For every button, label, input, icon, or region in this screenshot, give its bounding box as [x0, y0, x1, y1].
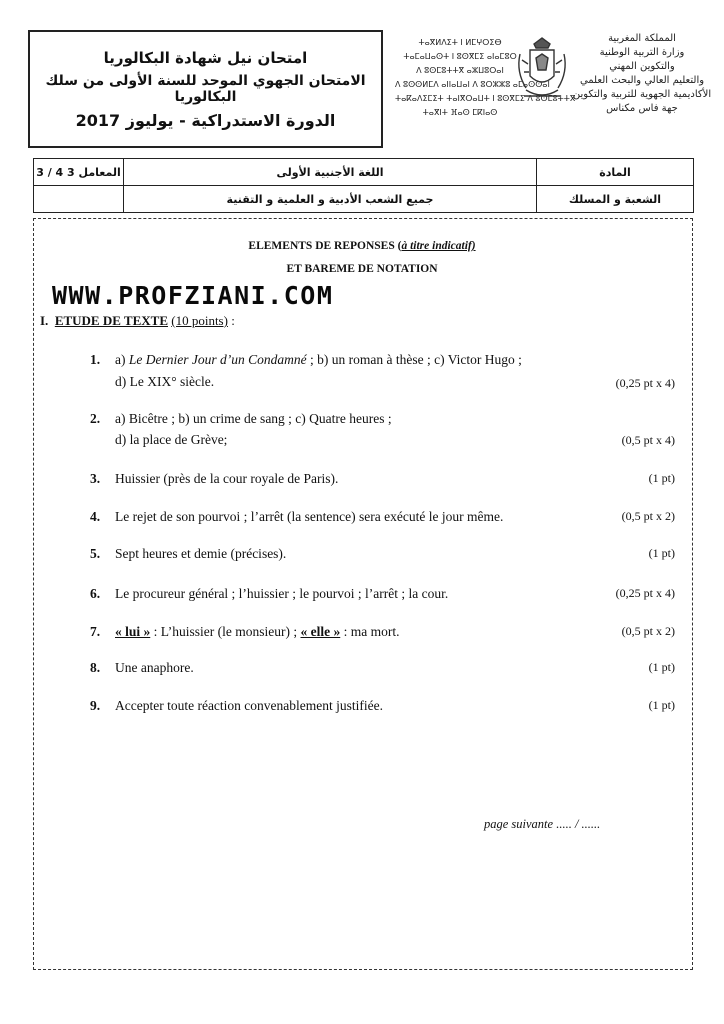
- answer-part: : L’huissier (le monsieur) ;: [150, 624, 301, 639]
- question-number: 1.: [90, 352, 101, 367]
- title-indicative: à titre indicatif): [401, 240, 476, 252]
- next-page-indicator: page suivante ..... / ......: [484, 817, 601, 831]
- ministry-tifinagh: [395, 36, 576, 120]
- question-text: [115, 352, 522, 368]
- ministry-line: والتكوين المهني: [609, 61, 675, 72]
- subject-label: المادة: [537, 159, 694, 186]
- tifinagh-line: ⴷ ⵓⵙⵎⵓⵜⵜⴳ ⴰⵣⵡⵓⵔⴰⵏ: [416, 66, 504, 75]
- question-text: Sept heures et demie (précises).: [115, 546, 287, 561]
- question-number: 9.: [90, 698, 101, 713]
- exam-title-line2: الامتحان الجهوي الموحد للسنة الأولى من سلك البكالوريا: [45, 72, 366, 105]
- stream-value: جميع الشعب الأدبية و العلمية و التقنية: [124, 186, 537, 213]
- tifinagh-line: ⵜⴰⴽⴰⴷⵉⵎⵉⵜ ⵜⴰⵏⴳⵔⴰⵡⵜ ⵏ ⵓⵙⴳⵎⵉ ⴷ ⵓⵙⵎⵓⵜⵜⴳ: [395, 94, 576, 103]
- question-number: 8.: [90, 660, 101, 675]
- lui-term: « lui »: [115, 624, 151, 639]
- title-text: ELEMENTS DE REPONSES (: [248, 240, 402, 252]
- empty-cell: [34, 186, 124, 213]
- question-number: 4.: [90, 509, 101, 524]
- document-subtitle: ET BAREME DE NOTATION: [286, 263, 438, 275]
- coefficient-cell: [34, 159, 124, 186]
- question-number: 3.: [90, 471, 101, 486]
- question-points: (0,5 pt x 2): [621, 509, 675, 523]
- tifinagh-line: ⵜⴰⴳⵍⴷⵉⵜ ⵏ ⵍⵎⵖⵔⵉⴱ: [418, 38, 502, 47]
- question-text-line2: d) la place de Grève;: [115, 432, 228, 447]
- book-title: Le Dernier Jour d’un Condamné: [128, 352, 307, 367]
- answer-part: : ma mort.: [340, 624, 400, 639]
- question-number: 5.: [90, 546, 101, 561]
- section-heading: [40, 313, 235, 329]
- document-title: [0, 240, 724, 252]
- question-text: Le procureur général ; l’huissier ; le pourvoi ; l’arrêt ; la cour.: [115, 586, 449, 601]
- royal-emblem-icon: [512, 36, 572, 108]
- tifinagh-line: ⵜⴰⴳⵏⵜ ⴼⴰⵙ ⵎⴽⵏⴰⵙ: [422, 108, 498, 117]
- subject-value: اللغة الأجنبية الأولى: [124, 159, 537, 186]
- question-item: [90, 352, 675, 392]
- ministry-line: المملكة المغربية: [608, 33, 676, 44]
- website-watermark: WWW.PROFZIANI.COM: [52, 281, 334, 310]
- question-number: 7.: [90, 624, 101, 639]
- question-text: Huissier (près de la cour royale de Paris).: [115, 471, 339, 486]
- exam-title-line1: امتحان نيل شهادة البكالوريا: [103, 48, 308, 67]
- answer-part: ; b) un roman à thèse ; c) Victor Hugo ;: [306, 352, 522, 367]
- ministry-arabic: [572, 32, 712, 116]
- ministry-line: والتعليم العالي والبحث العلمي: [579, 75, 705, 86]
- question-number: 2.: [90, 411, 101, 426]
- tifinagh-line: ⴷ ⵓⵙⵙⵍⵎⴷ ⴰⵏⵏⴰⵡⴰⵏ ⴷ ⵓⵔⵣⵣⵓ ⴰⵎⴰⵙⵙⴰⵏ: [395, 80, 550, 89]
- answer-part: a): [115, 352, 129, 367]
- ministry-line: جهة فاس مكناس: [606, 103, 678, 114]
- coefficient-value: 3: [67, 165, 75, 179]
- question-points: (0,5 pt x 2): [621, 624, 675, 638]
- section-colon: :: [227, 313, 235, 328]
- tifinagh-line: ⵜⴰⵎⴰⵡⴰⵙⵜ ⵏ ⵓⵙⴳⵎⵉ ⴰⵏⴰⵎⵓⵔ: [403, 52, 517, 61]
- question-points: (1 pt): [648, 546, 675, 560]
- question-text: [115, 624, 400, 640]
- stream-label: الشعبة و المسلك: [537, 186, 694, 213]
- question-item: [90, 411, 675, 451]
- question-text: a) Bicêtre ; b) un crime de sang ; c) Quatre heures ;: [115, 411, 392, 426]
- question-points: (1 pt): [648, 660, 675, 674]
- ministry-line: وزارة التربية الوطنية: [599, 47, 685, 58]
- question-text: Le rejet de son pourvoi ; l’arrêt (la sentence) sera exécuté le jour même.: [115, 509, 504, 524]
- exam-title-box: [28, 30, 383, 148]
- coefficient-label: المعامل: [78, 165, 121, 179]
- section-number: I.: [40, 313, 49, 328]
- exam-session: الدورة الاستدراكية - يوليوز 2017: [75, 110, 336, 130]
- question-points: (0,25 pt x 4): [615, 586, 675, 600]
- ministry-line: الأكاديمية الجهوية للتربية والتكوين: [572, 89, 712, 100]
- page-count: 4 / 3: [36, 165, 64, 179]
- subject-table: [33, 158, 694, 213]
- question-points: (1 pt): [648, 698, 675, 712]
- question-points: (1 pt): [648, 471, 675, 485]
- question-text: Accepter toute réaction convenablement justifiée.: [115, 698, 384, 713]
- question-text-line2: d) Le XIX° siècle.: [115, 374, 215, 389]
- elle-term: « elle »: [300, 624, 341, 639]
- question-text: Une anaphore.: [115, 660, 194, 675]
- section-label: ETUDE DE TEXTE: [54, 313, 168, 328]
- section-points: (10 points): [171, 313, 228, 328]
- question-points: (0,25 pt x 4): [615, 376, 675, 390]
- question-points: (0,5 pt x 4): [621, 433, 675, 447]
- question-number: 6.: [90, 586, 101, 601]
